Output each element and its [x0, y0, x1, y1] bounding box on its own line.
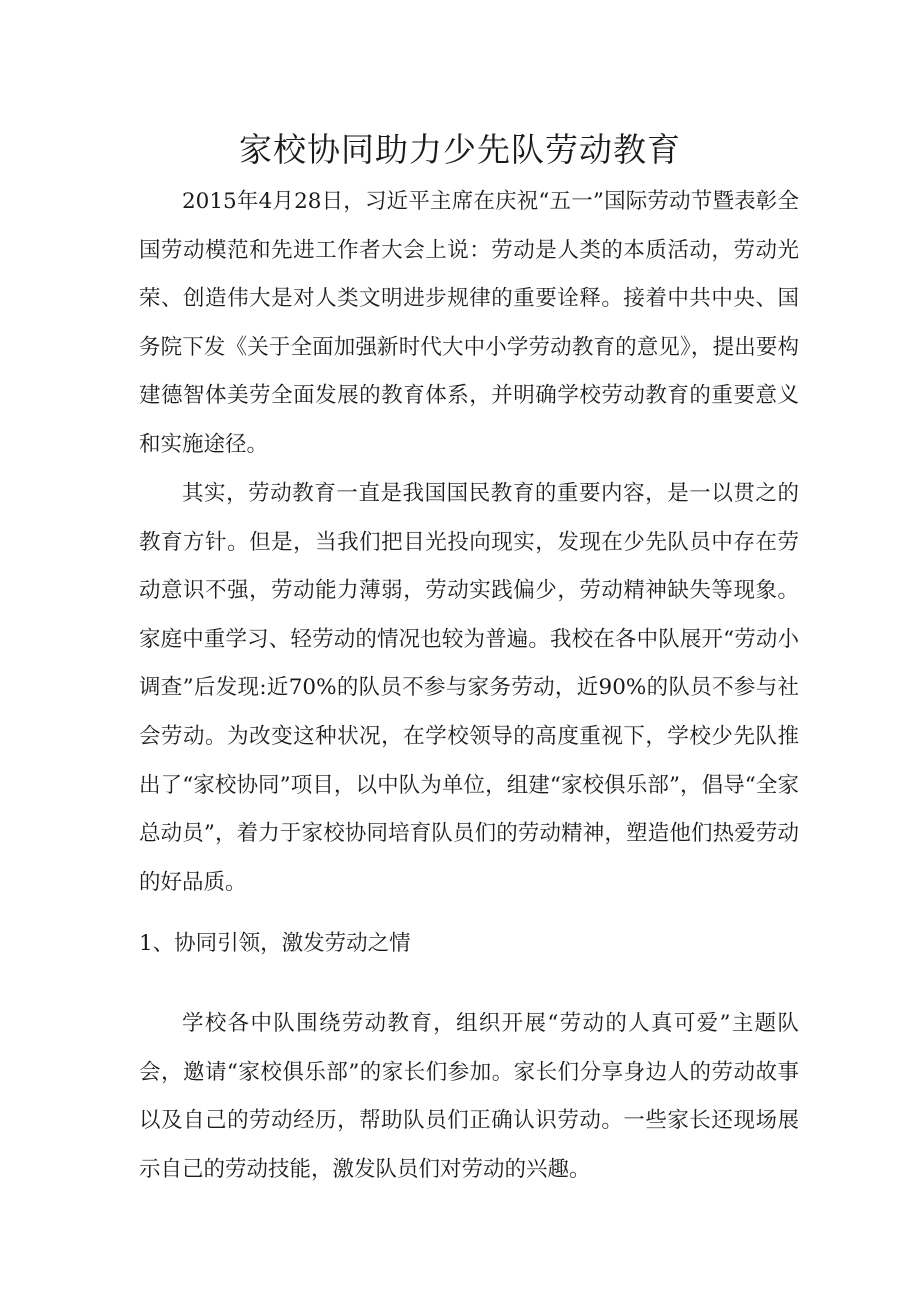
section-heading-1: 1、协同引领，激发劳动之情 [139, 931, 411, 956]
paragraph-current-situation: 其实，劳动教育一直是我国国民教育的重要内容，是一以贯之的教育方针。但是，当我们把目光投向现实，发现在少先队员中存在劳动意识不强，劳动能力薄弱，劳动实践偏少，劳动精神缺失等现象。家庭中重学习、轻劳动的情况也较为普遍。我校在各中队展开“劳动小调查”后发现:近70%的队员不参与家务劳动，近90%的队员不参与社会劳动。为改变这种状况，在学校领导的高度重视下，学校少先队推出了“家校协同”项目，以中队为单位，组建“家校俱乐部”，倡导“全家总动员”，着力于家校协同培育队员们的劳动精神，塑造他们热爱劳动的好品质。 [139, 481, 799, 895]
paragraph-section-1: 学校各中队围绕劳动教育，组织开展“劳动的人真可爱”主题队会，邀请“家校俱乐部”的家长们参加。家长们分享身边人的劳动故事以及自己的劳动经历，帮助队员们正确认识劳动。一些家长还现场展示自己的劳动技能，激发队员们对劳动的兴趣。 [139, 1011, 799, 1182]
document-title: 家校协同助力少先队劳动教育 [239, 130, 681, 169]
paragraph-intro: 2015年4月28日，习近平主席在庆祝“五一”国际劳动节暨表彰全国劳动模范和先进工作者大会上说：劳动是人类的本质活动，劳动光荣、创造伟大是对人类文明进步规律的重要诠释。接着中共中央、国务院下发《关于全面加强新时代大中小学劳动教育的意见》，提出要构建德智体美劳全面发展的教育体系，并明确学校劳动教育的重要意义和实施途径。 [139, 189, 799, 457]
